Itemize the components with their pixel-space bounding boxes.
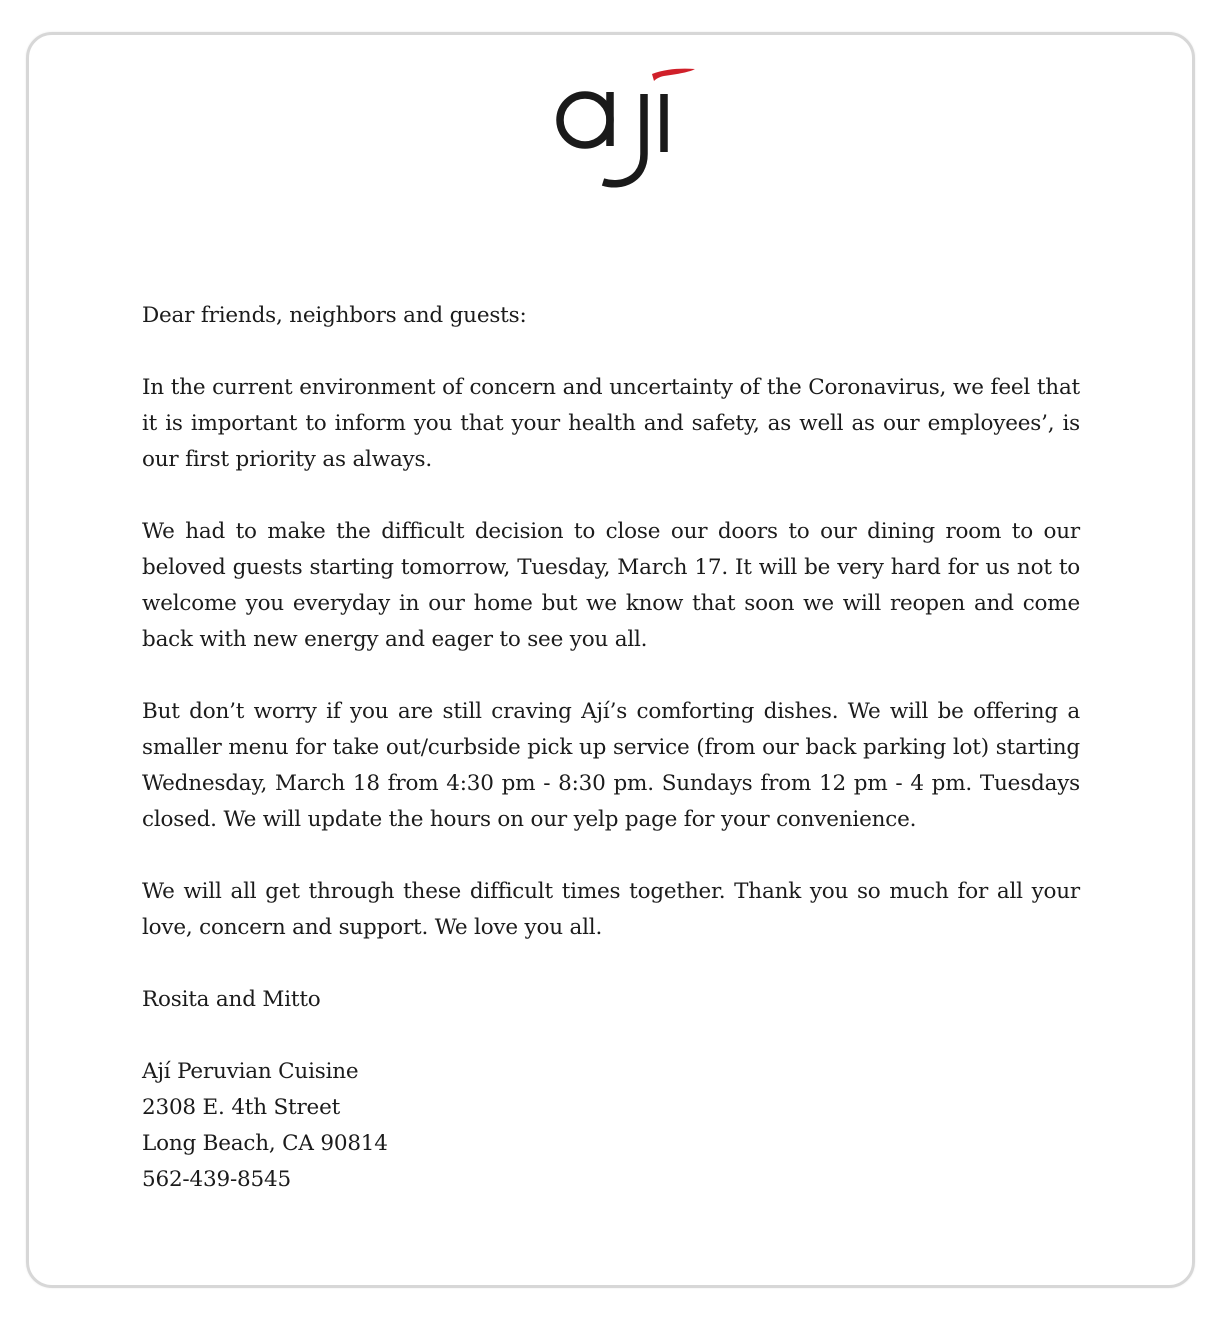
letter-greeting: Dear friends, neighbors and guests: (142, 303, 527, 328)
letter-paragraph: In the current environment of concern and uncertainty of the Coronavirus, we feel that it is important to inform you that your health and safety, as well as our employees’, is our first priority as always. (142, 375, 1080, 472)
letter-body (142, 298, 1080, 1198)
phone-number: 562-439-8545 (142, 1167, 291, 1192)
letter-paragraph: We had to make the difficult decision to close our doors to our dining room to our beloved guests starting tomorrow, Tuesday, March 17. It will be very hard for us not to welcome you everyday in our home but we know that soon we will reopen and come back with new energy and eager to see you all. (142, 519, 1080, 652)
letter-signature: Rosita and Mitto (142, 987, 321, 1012)
letter-paragraph: We will all get through these difficult times together. Thank you so much for all your love, concern and support. We love you all. (142, 879, 1080, 940)
letter-paragraph: But don’t worry if you are still craving Ají’s comforting dishes. We will be offering a smaller menu for take out/curbside pick up service (from our back parking lot) starting Wednesday, March 18 from 4:30 pm - 8:30 pm. Sundays from 12 pm - 4 pm. Tuesdays closed. We will update the hours on our yelp page for your convenience. (142, 699, 1080, 832)
logo-letter-a-bowl (560, 95, 610, 145)
street-address: 2308 E. 4th Street (142, 1095, 341, 1120)
restaurant-name: Ají Peruvian Cuisine (142, 1059, 359, 1084)
restaurant-address (142, 1054, 1080, 1198)
city-state-zip: Long Beach, CA 90814 (142, 1131, 388, 1156)
aji-logo (540, 62, 710, 197)
logo-accent-mark (652, 69, 695, 81)
